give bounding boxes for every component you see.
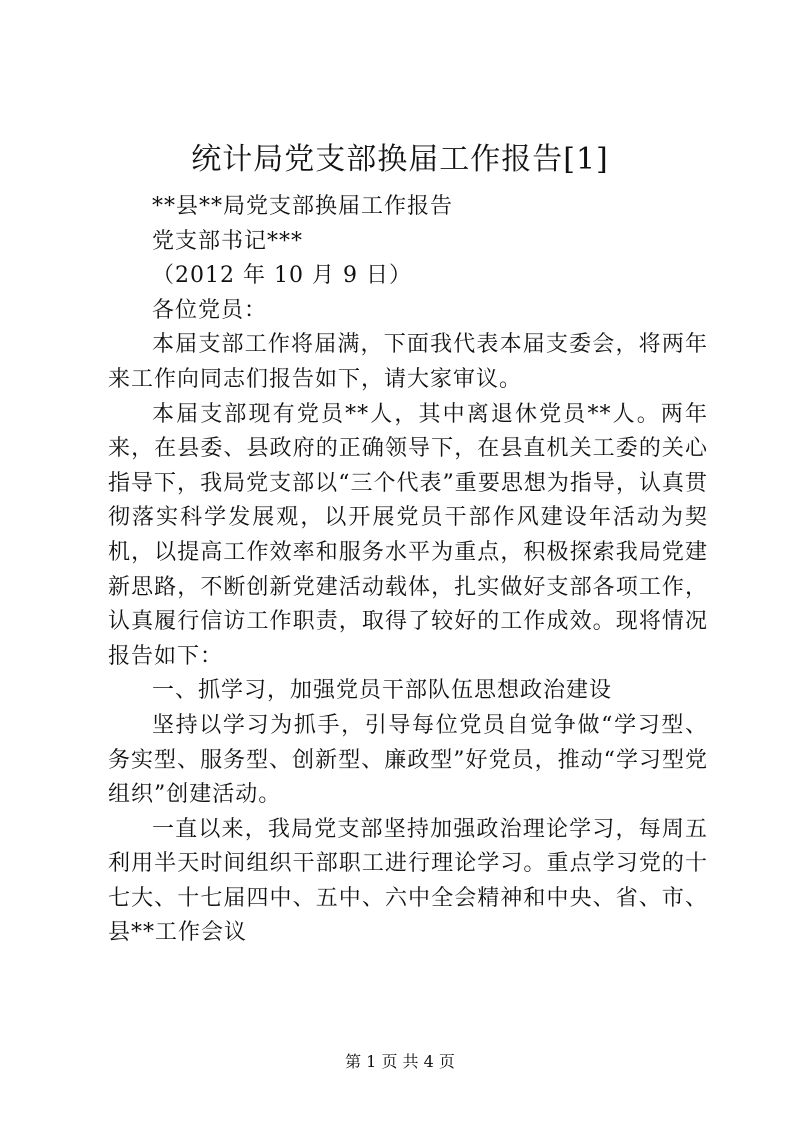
section-heading-1: 一、抓学习，加强党员干部队伍思想政治建设 (152, 678, 613, 704)
paragraph-date: （2012 年 10 月 9 日） (152, 263, 412, 289)
paragraph-section-1b: 一直以来，我局党支部坚持加强政治理论学习，每周五利用半天时间组织干部职工进行理论学习。重点学习党的十七大、十七届四中、五中、六中全会精神和中央、省、市、县**工作会议 (108, 816, 708, 946)
page-footer: 第 1 页 共 4 页 (345, 1052, 455, 1071)
paragraph-intro: 本届支部工作将届满，下面我代表本届支委会，将两年来工作向同志们报告如下，请大家审议。 (108, 332, 708, 392)
paragraph-section-1a: 坚持以学习为抓手，引导每位党员自觉争做“学习型、务实型、服务型、创新型、廉政型”好党员，推动“学习型党组织”创建活动。 (108, 712, 708, 808)
paragraph-salutation: 各位党员： (152, 297, 268, 323)
paragraph-author: 党支部书记*** (152, 228, 304, 254)
paragraph-heading: **县**局党支部换届工作报告 (152, 194, 454, 219)
paragraph-overview: 本届支部现有党员**人，其中离退休党员**人。两年来，在县委、县政府的正确领导下，在县直机关工委的关心指导下，我局党支部以“三个代表”重要思想为指导，认真贯彻落实科学发展观，以开展党员干部作风建设年活动为契机，以提高工作效率和服务水平为重点，积极探索我局党建新思路，不断创新党建活动载体，扎实做好支部各项工作，认真履行信访工作职责，取得了较好的工作成效。现将情况报告如下： (108, 401, 708, 669)
document-body (108, 190, 708, 951)
document-title: 统计局党支部换届工作报告[1] (191, 142, 609, 177)
